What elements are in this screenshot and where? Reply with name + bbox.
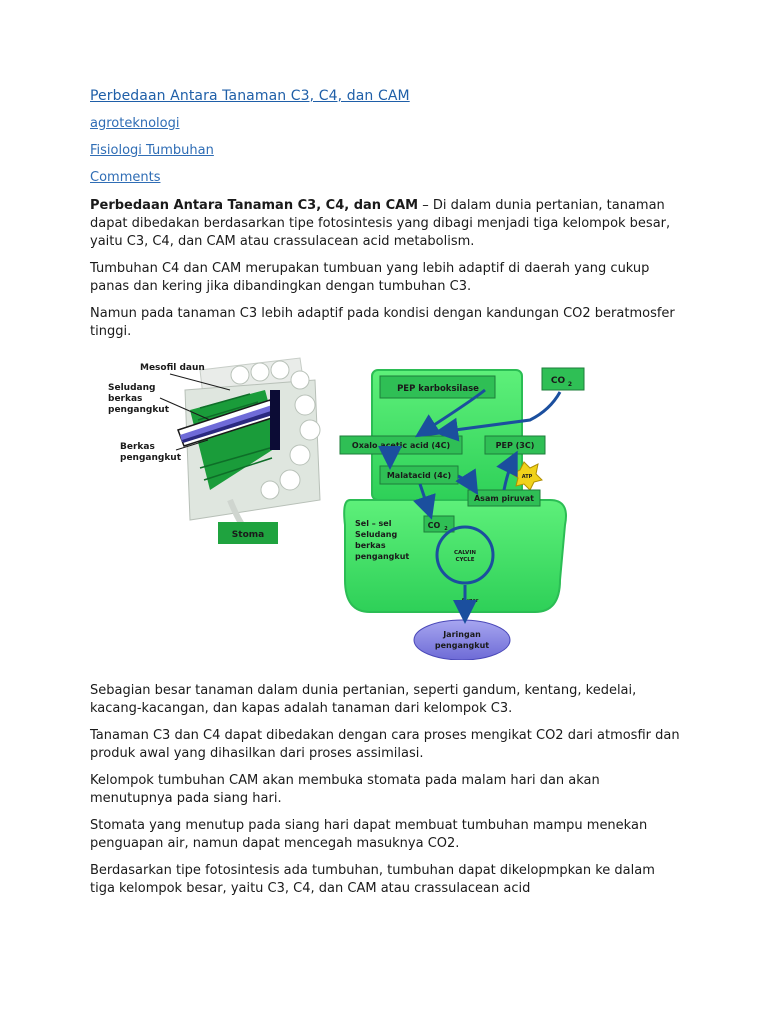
leaf-cross-section: [108, 358, 320, 544]
label-berkas-2: pengangkut: [120, 453, 182, 463]
label-jaringan-1: Jaringan: [443, 630, 481, 639]
c4-pathway: [340, 368, 584, 660]
label-pep-karboksilase: PEP karboksilase: [397, 384, 479, 394]
intro-paragraph: [90, 197, 680, 251]
label-seludang-3: pengangkut: [108, 405, 170, 415]
label-atp: ATP: [521, 474, 533, 480]
comments-link[interactable]: Comments: [90, 170, 161, 185]
label-jaringan-2: pengangkut: [434, 641, 490, 650]
label-co2-mid: CO: [427, 521, 441, 530]
label-seludang-1: Seludang: [108, 383, 156, 393]
label-oksalo: Oxalo acetic acid (4C): [351, 441, 451, 450]
label-asam-piruvat: Asam piruvat: [473, 494, 535, 503]
label-mesofil: Mesofil daun: [140, 363, 205, 373]
label-co2-mid-sub: 2: [444, 526, 448, 532]
label-sel-1: Sel – sel: [355, 519, 392, 528]
article: [90, 88, 680, 907]
label-stoma: Stoma: [231, 530, 265, 540]
label-pep-3c: PEP (3C): [495, 441, 535, 450]
paragraph: Namun pada tanaman C3 lebih adaptif pada kondisi dengan kandungan CO2 beratmosfer tinggi.: [90, 306, 675, 339]
paragraph: Stomata yang menutup pada siang hari dapat membuat tumbuhan mampu menekan penguapan air, namun dapat mencegah masuknya CO2.: [90, 818, 648, 851]
paragraph: Tumbuhan C4 dan CAM merupakan tumbuan yang lebih adaptif di daerah yang cukup panas dan kering jika dibandingkan dengan tumbuhan C3.: [90, 261, 650, 294]
category-link-agroteknologi[interactable]: agroteknologi: [90, 116, 180, 131]
paragraph: Kelompok tumbuhan CAM akan membuka stomata pada malam hari dan akan menutupnya pada siang hari.: [90, 773, 600, 806]
paragraph: Sebagian besar tanaman dalam dunia pertanian, seperti gandum, kentang, kedelai, kacang-kacangan, dan kapas adalah tanaman dari kelompok C3.: [90, 683, 637, 716]
label-malat: Malatacid (4c): [386, 471, 452, 480]
label-co2-top-sub: 2: [567, 381, 573, 388]
label-berkas-1: Berkas: [120, 442, 155, 452]
label-sel-2: Seludang: [355, 530, 398, 539]
intro-text: – Di dalam dunia pertanian, tanaman dapat dibedakan berdasarkan tipe fotosintesis yang dibagi menjadi tiga kelompok besar, yaitu C3, C4, dan CAM atau crassulacean acid metabolism.: [90, 198, 671, 249]
intro-bold: Perbedaan Antara Tanaman C3, C4, dan CAM: [90, 198, 419, 213]
label-sel-4: pengangkut: [355, 552, 410, 561]
label-calvin-2: CYCLE: [455, 557, 475, 563]
label-sugar: Sugar: [461, 598, 479, 604]
c4-photosynthesis-diagram: [90, 350, 680, 660]
paragraph: Berdasarkan tipe fotosintesis ada tumbuhan, tumbuhan dapat dikelopmpkan ke dalam tiga kelompok besar, yaitu C3, C4, dan CAM atau crassulacean acid: [90, 863, 655, 896]
label-co2-top: CO: [550, 376, 566, 386]
category-link-fisiologi[interactable]: Fisiologi Tumbuhan: [90, 143, 214, 158]
label-seludang-2: berkas: [108, 394, 143, 404]
label-sel-3: berkas: [355, 541, 386, 550]
article-title[interactable]: Perbedaan Antara Tanaman C3, C4, dan CAM: [90, 88, 410, 104]
paragraph: Tanaman C3 dan C4 dapat dibedakan dengan cara proses mengikat CO2 dari atmosfir dan produk awal yang dihasilkan dari proses assimilasi.: [90, 728, 680, 761]
label-calvin-1: CALVIN: [454, 550, 476, 556]
